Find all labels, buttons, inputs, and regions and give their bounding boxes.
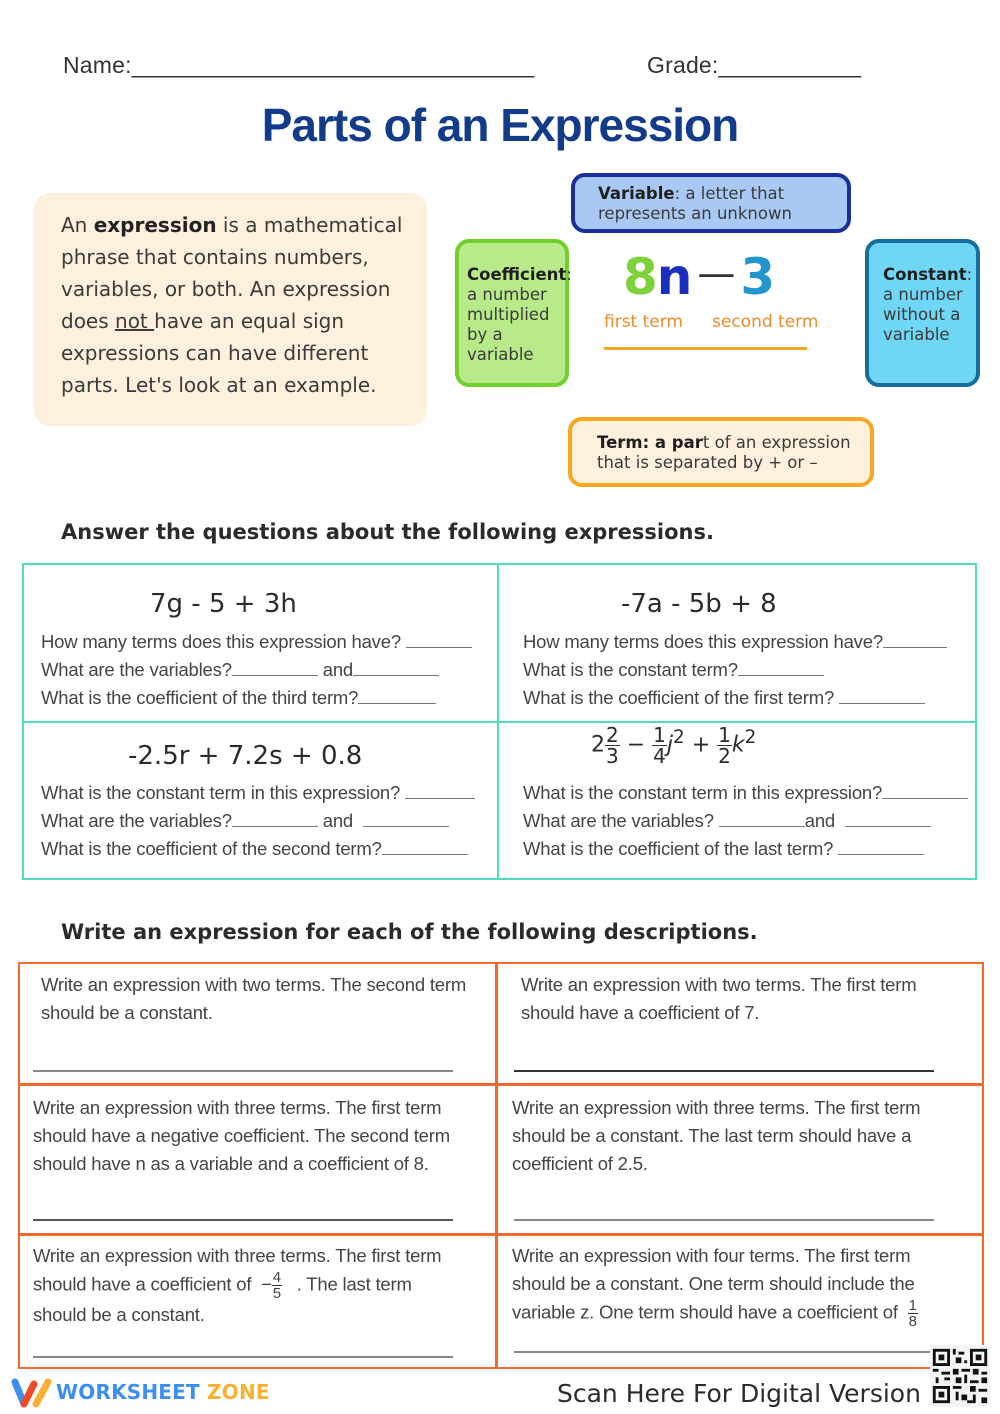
answer-blank[interactable] [845,812,931,827]
question: What is the coefficient of the last term? [523,838,924,860]
question: What is the coefficient of the third term? [41,687,436,709]
question: What are the variables? and [41,810,449,832]
answer-blank[interactable] [382,840,468,855]
grid-divider-vertical [495,964,498,1367]
answer-line[interactable] [514,1351,934,1353]
prompt-text: Write an expression with three terms. The first term should have a negative coefficient. The second term should have n as a variable and a coefficient of 8. [33,1097,450,1174]
prompt-text: Write an expression with four terms. The first term should be a constant. One term should include the variable z. One term should have a coefficient of $\frac{1}{8}$ [512,1245,917,1330]
prompt-text: Write an expression with three terms. The first term should be a constant. The last term should have a coefficient of 2.5. [512,1097,921,1174]
prompt-text: Write an expression with two terms. The second term should be a constant. [41,974,467,1023]
intro-keyword: expression [93,213,217,237]
answer-blank[interactable] [738,661,824,676]
constant-definition: Constant: a number without a variable [865,239,980,387]
answer-line[interactable] [33,1070,453,1072]
section-heading-questions: Answer the questions about the following expressions. [61,520,714,544]
answer-line[interactable] [33,1219,453,1221]
answer-blank[interactable] [882,784,968,799]
prompt-text: Write an expression with three terms. The first term should have a coefficient of − $\frac{4}{5}$ . The last term should be a constant. [33,1245,442,1325]
example-expression [623,248,774,306]
qr-code-icon[interactable] [930,1345,990,1407]
question-cell-4 [499,723,977,878]
example-variable: n [656,248,692,306]
name-field[interactable] [63,52,535,79]
intro-box: An expression is a mathematical phrase that contains numbers, variables, or both. An expression does not have an equal sign expressions can have different parts. Let's look at an example. [34,193,427,426]
section-heading-write: Write an expression for each of the following descriptions. [61,920,758,944]
name-blank[interactable]: _______________________________ [131,52,535,78]
scan-text: Scan Here For Digital Version [557,1379,921,1408]
variable-definition: Variable: a letter that represents an unknown [571,173,851,233]
question: What is the constant term in this expression? [41,782,475,804]
answer-blank[interactable] [405,784,475,799]
answer-blank[interactable] [358,689,436,704]
question: What is the constant term? [523,659,824,681]
answer-blank[interactable] [232,661,318,676]
grade-blank[interactable]: ___________ [718,52,862,78]
prompt-text: Write an expression with two terms. The first term should have a coefficient of 7. [521,974,917,1023]
example-minus: — [697,251,735,295]
question: What are the variables? and [523,810,931,832]
write-grid [18,962,984,1369]
answer-line[interactable] [514,1219,934,1221]
example-coefficient: 8 [623,248,657,306]
expression: 2 $\frac{2}{3}$ − $\frac{1}{4}$ $j^2$ + $\frac{1}{2}$ $k^2$ [591,723,757,768]
question-cell-3 [24,723,497,878]
question: What is the coefficient of the second term? [41,838,468,860]
grid-divider-horizontal [20,1233,982,1236]
question-cell-2 [499,565,977,721]
question: What is the coefficient of the first term? [523,687,925,709]
expression: -2.5r + 7.2s + 0.8 [128,741,363,771]
answer-blank[interactable] [232,812,318,827]
worksheet-zone-logo-icon [10,1377,54,1409]
answer-blank[interactable] [839,689,925,704]
question-grid [22,563,977,880]
first-term-label: first term [604,312,683,332]
answer-blank[interactable] [883,633,947,648]
example-constant: 3 [740,248,775,306]
intro-underlined: not [115,309,155,333]
grade-field[interactable] [647,52,861,79]
answer-line[interactable] [33,1356,453,1358]
term-definition: Term: a part of an expression that is separated by + or – [568,417,874,487]
question: What are the variables? and [41,659,439,681]
second-term-label: second term [712,312,819,332]
name-label: Name: [63,52,132,78]
answer-blank[interactable] [406,633,472,648]
coefficient-definition: Coefficient: a number multiplied by a variable [455,239,569,387]
question: How many terms does this expression have? [41,631,472,653]
answer-blank[interactable] [363,812,449,827]
answer-line[interactable] [514,1070,934,1072]
answer-blank[interactable] [838,840,924,855]
term-underline [604,347,807,350]
question: How many terms does this expression have? [523,631,947,653]
answer-blank[interactable] [719,812,805,827]
page-title: Parts of an Expression [261,99,739,151]
question: What is the constant term in this expression? [523,782,968,804]
brand-name: WORKSHEET ZONE [56,1380,270,1404]
grade-label: Grade: [647,52,719,78]
answer-blank[interactable] [353,661,439,676]
expression: 7g - 5 + 3h [150,589,297,619]
question-cell-1 [24,565,497,721]
expression: -7a - 5b + 8 [621,589,777,619]
grid-divider-horizontal [20,1083,982,1086]
